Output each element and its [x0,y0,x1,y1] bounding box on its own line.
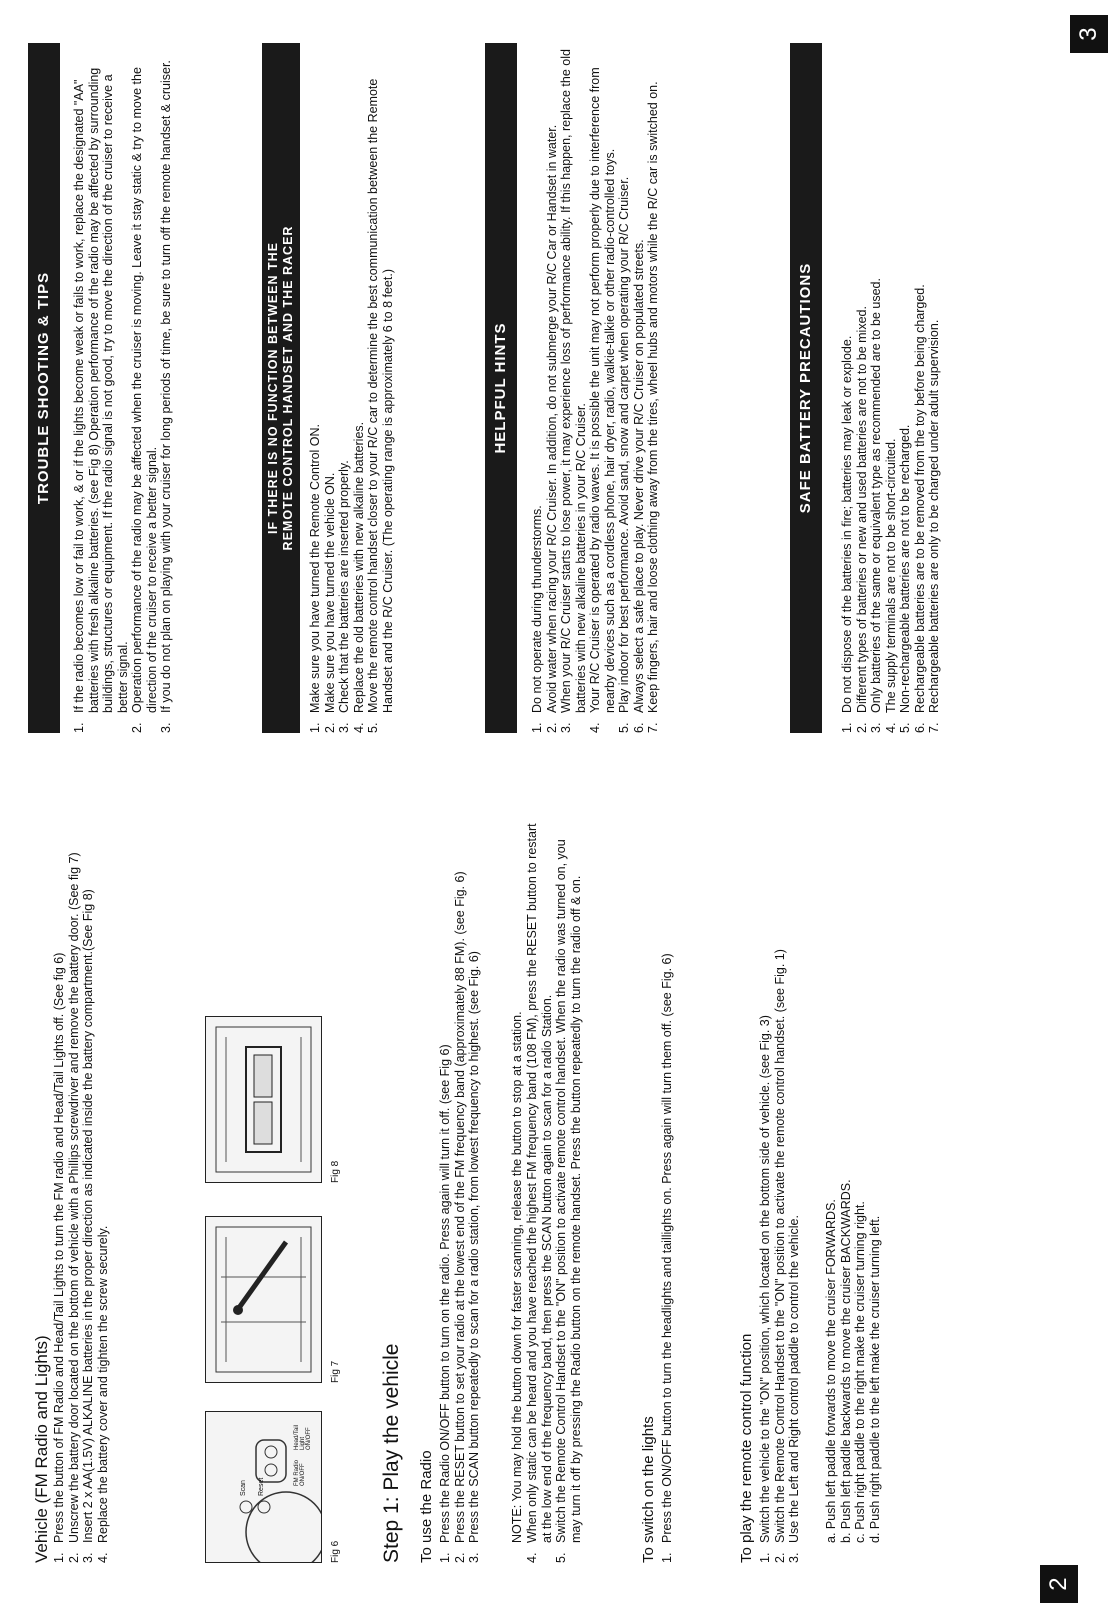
list-item-text: Press the SCAN button repeatedly to scan for a radio station, from lowest frequency to highest. (see Fig. 6) [467,951,481,1543]
list-item [159,43,174,733]
list-item-text: Replace the battery cover and tighten the screw securely. [95,1225,110,1543]
list-item-number: 1. [840,722,854,733]
list-item-text: Operation performance of the radio may be affected when the cruiser is moving. Leave it stay static & try to move the direction of the cruiser to receive a better signal. [130,67,159,713]
page-number-right: 3 [1070,15,1108,53]
list-item [898,43,913,733]
list-item [130,43,159,733]
list-item-number: 3. [787,1552,801,1563]
list-item [660,823,675,1563]
list-item-text: Use the Left and Right control paddle to control the vehicle. [787,1215,801,1543]
list-item-text: If the radio becomes low or fail to work, & or if the lights become weak or fails to work, replace the designated "AA" batteries with fresh alkaline batteries. (see Fig 8) Operation performance of the radio may be affected by surrounding buildings, structures or equipment. If the radio signal is not good, try to move the direction of the cruiser to receive a better signal. [72,67,130,713]
list-item-text: Different types of batteries or new and used batteries are not to be mixed. [854,306,869,713]
list-item-number: 7. [927,722,941,733]
list-item-text: Avoid water when racing your R/C Cruiser. In addition, do not submerge your R/C Car or Handset in water. [544,124,559,713]
list-item [525,823,554,1563]
list-item-number: 5. [898,722,912,733]
use-radio-title: To use the Radio [418,1450,435,1563]
list-item [773,823,788,1563]
list-item [308,43,323,733]
list-item [530,43,545,733]
list-item-number: 6. [631,722,646,733]
fig6-callout-scan: Scan [240,1480,247,1496]
list-item-number: 3. [869,722,883,733]
list-item-number: 1. [530,722,544,733]
hints-list [530,43,661,733]
list-item-text: Switch the Remote Control Handset to the "ON" position to activate remote control handset. When the radio was turned on, you may turn it off by pressing the Radio button on the remote handset. Press the button repeatedly to turn the radio off & on. [554,839,583,1543]
no-function-header-line1: IF THERE IS NO FUNCTION BETWEEN THE [266,242,280,534]
list-item-text: Press the Radio ON/OFF button to turn on the radio. Press again will turn it off. (see Fig 6) [438,1044,452,1543]
list-item-text: Insert 2 x AA(1.5V) ALKALINE batteries in the proper direction as indicated inside the battery compartment.(See Fig 8) [81,889,95,1543]
list-item [855,43,870,733]
list-item-number: 1. [52,1552,66,1563]
list-item [453,823,468,1563]
list-item [366,43,395,733]
battery-header: SAFE BATTERY PRECAUTIONS [790,43,822,733]
use-radio-list-a [438,823,482,1563]
list-item [758,823,773,1563]
figure-7-drawing [206,1217,321,1382]
no-function-header [262,43,300,733]
list-item-text: Make sure you have turned the Remote Control ON. [308,423,322,713]
figure-8-label: Fig 8 [330,1160,341,1183]
no-function-header-line2: REMOTE CONTROL HANDSET AND THE RACER [281,225,295,551]
fig6-callout-fm-radio: FM Radio ON/OFF [294,1459,306,1486]
vehicle-list [52,823,110,1563]
list-item-text: Check that the batteries are inserted properly. [337,460,351,713]
list-item-number: 3. [159,722,173,733]
list-item-number: 2. [854,722,869,733]
use-radio-list-b [525,823,583,1563]
list-item-text: Rechargeable batteries are to be removed from the toy before being charged. [912,284,927,713]
list-item-number: 2. [130,722,144,733]
list-item-text: Make sure you have turned the vehicle ON. [322,472,337,713]
list-item-number: 5. [554,1552,568,1563]
list-item-text: Press the button of FM Radio and Head/Tail Lights to turn the FM radio and Head/Tail Lights off. (See fig 6) [52,952,66,1543]
fig6-callout-headtail-light: Head/Tail Light ON/OFF [294,1424,312,1450]
list-item-number: 7. [646,722,660,733]
vehicle-title: Vehicle (FM Radio and Lights) [32,1335,51,1563]
lights-list [660,823,675,1563]
list-item [646,43,661,733]
remote-sub-item: c. Push right paddle to the right make the cruiser turning right. [853,1201,867,1543]
list-item [927,43,942,733]
page-number-left: 2 [1040,1565,1078,1603]
list-item-text: Only batteries of the same or equivalent type as recommended are to be used. [869,278,883,713]
list-item [840,43,855,733]
remote-title: To play the remote control function [738,1333,755,1563]
list-item-text: Move the remote control handset closer to your R/C car to determine the best communication between the Remote Handset and the R/C Cruiser. (The operating range is approximately 6 to 8 feet.) [366,78,395,713]
list-item-number: 1. [72,722,86,733]
list-item-text: Switch the Remote Control Handset to the "ON" position to activate the remote control handset. (see Fig. 1) [772,949,787,1543]
list-item-text: Do not dispose of the batteries in fire; batteries may leak or explode. [840,335,854,713]
list-item-number: 5. [617,722,631,733]
list-item-number: 3. [467,1552,481,1563]
list-item-text: Always select a safe place to play. Never drive your R/C Cruiser on populated streets. [631,239,646,713]
list-item-number: 2. [772,1552,787,1563]
remote-list [758,823,802,1563]
list-item-text: When only static can be heard and you have reached the highest FM frequency band (108 FM), press the RESET button to restart at the low end of the frequency band, then press the SCAN button again to scan for a radio Station. [525,823,554,1543]
list-item-number: 2. [66,1552,81,1563]
list-item [559,43,588,733]
list-item-number: 5. [366,722,380,733]
list-item [337,43,352,733]
list-item [352,43,367,733]
figure-6-label: Fig 6 [330,1540,341,1563]
list-item [438,823,453,1563]
trouble-list [72,43,174,733]
remote-sub-item: b. Push left paddle backwards to move the cruiser BACKWARDS. [838,1179,853,1543]
list-item-text: Rechargeable batteries are only to be charged under adult supervision. [927,319,941,713]
figure-6-image [205,1411,322,1563]
battery-list [840,43,942,733]
list-item-number: 1. [758,1552,772,1563]
list-item [632,43,647,733]
list-item-text: Keep fingers, hair and loose clothing away from the tires, wheel hubs and motors while the R/C car is switched on. [646,81,660,713]
list-item-number: 2. [322,722,337,733]
list-item-text: Your R/C Cruiser is operated by radio waves. It is possible the unit may not perform properly due to interference from nearby devices such as a cordless phone, hair dryer, radio, walkie-talkie or other radio-controlled toys. [588,67,617,713]
fig6-callout-reset: Reset [258,1477,265,1496]
list-item [72,43,130,733]
list-item-number: 3. [559,722,573,733]
figure-7-image [205,1216,322,1383]
list-item-number: 4. [883,722,898,733]
list-item-text: If you do not plan on playing with your cruiser for long periods of time, be sure to turn off the remote handset & cruiser. [159,60,173,713]
list-item-text: The supply terminals are not to be short-circuited. [883,438,898,713]
list-item-text: Unscrew the battery door located on the bottom of vehicle with a Phillips screwdriver and remove the battery door. (See fig 7) [66,852,81,1543]
list-item-number: 4. [588,722,602,733]
trouble-header: TROUBLE SHOOTING & TIPS [28,43,60,733]
list-item [52,823,67,1563]
list-item [545,43,560,733]
list-item-number: 3. [337,722,351,733]
figure-7-label: Fig 7 [330,1360,341,1383]
list-item [554,823,583,1563]
list-item [787,823,802,1563]
list-item [67,823,82,1563]
list-item [323,43,338,733]
list-item-text: Replace the old batteries with new alkaline batteries. [351,421,366,713]
list-item [81,823,96,1563]
lights-title: To switch on the lights [640,1416,657,1563]
remote-sub-item: a. Push left paddle forwards to move the cruiser FORWARDS. [824,1199,838,1543]
step1-title: Step 1: Play the vehicle [380,1343,403,1563]
list-item-text: When your R/C Cruiser starts to lose power, it may experience loss of performance ability. If this happen, replace the old batteries with new alkaline batteries in your R/C Cruiser. [559,49,588,713]
list-item-text: Press the RESET button to set your radio at the lowest end of the FM frequency band (approximately 88 FM). (see Fig. 6) [452,871,467,1543]
figure-8-drawing [206,1017,321,1182]
list-item [588,43,617,733]
list-item [96,823,111,1563]
list-item-number: 1. [660,1552,674,1563]
remote-sub-item: d. Push right paddle to the left make the cruiser turning left. [867,1215,882,1543]
use-radio-note: NOTE: You may hold the button down for faster scanning, release the button to stop at a station. [510,1011,524,1543]
list-item-number: 1. [438,1552,452,1563]
no-function-list [308,43,395,733]
list-item-text: Do not operate during thunderstorms. [530,505,544,713]
list-item-number: 4. [95,1552,110,1563]
list-item [869,43,884,733]
list-item-text: Non-rechargeable batteries are not to be recharged. [898,424,912,713]
list-item-number: 4. [525,1552,539,1563]
list-item-number: 6. [912,722,927,733]
list-item-number: 4. [351,722,366,733]
list-item-number: 2. [452,1552,467,1563]
list-item-text: Switch the vehicle to the "ON" position, which located on the bottom side of vehicle. (see Fig. 3) [758,1015,772,1543]
list-item [884,43,899,733]
list-item [617,43,632,733]
list-item-number: 3. [81,1552,95,1563]
list-item-number: 2. [544,722,559,733]
remote-sub-items [824,823,882,1563]
list-item-number: 1. [308,722,322,733]
hints-header: HELPFUL HINTS [485,43,517,733]
list-item [467,823,482,1563]
list-item-text: Play indoor for best performance. Avoid sand, snow and carpet when operating your R/C Cruiser. [617,176,631,713]
figure-8-image [205,1016,322,1183]
list-item [913,43,928,733]
list-item-text: Press the ON/OFF button to turn the headlights and taillights on. Press again will turn them off. (see Fig. 6) [660,953,674,1543]
